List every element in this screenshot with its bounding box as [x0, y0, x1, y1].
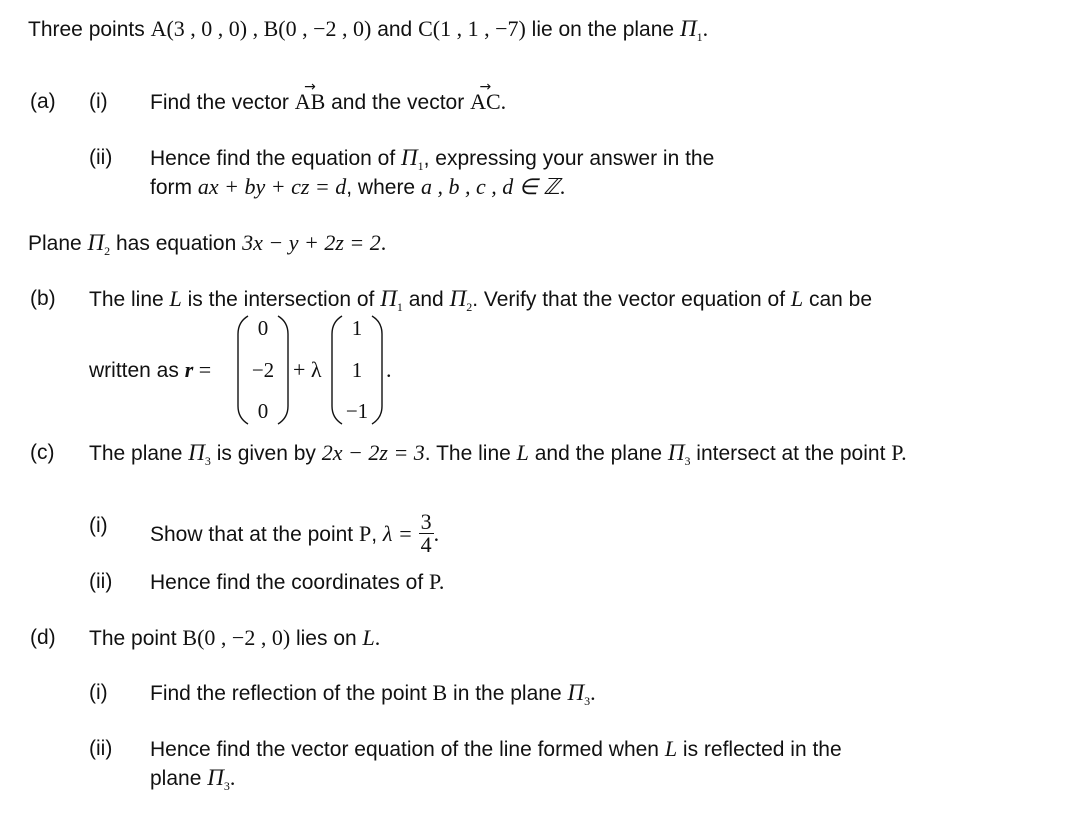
plane-subscript: 3 — [584, 694, 591, 708]
vector-entry: 1 — [351, 316, 363, 340]
plane-symbol: Π — [449, 286, 467, 311]
question-text: Hence find the vector equation of the line formed when — [150, 738, 665, 761]
right-paren — [370, 314, 384, 426]
period: . — [901, 440, 907, 465]
vector-a — [246, 316, 280, 424]
equals-sign: = — [193, 357, 212, 382]
period: . — [386, 357, 392, 382]
part-d-ii-text-1 — [150, 736, 842, 763]
plane-subscript: 1 — [417, 159, 424, 173]
plane-subscript: 3 — [684, 454, 691, 468]
plane-symbol: Π — [87, 230, 105, 255]
part-d-ii-text-2 — [150, 765, 235, 799]
plane3-equation: 2x − 2z = 3 — [321, 440, 425, 465]
plane2-line — [28, 230, 386, 264]
plus-lambda: + λ — [293, 357, 322, 382]
part-b-text — [89, 286, 872, 320]
vector-entry: −2 — [251, 357, 275, 382]
line-l: L — [362, 625, 375, 650]
period: . — [374, 625, 381, 650]
question-text: Hence find the coordinates of — [150, 571, 430, 594]
plane-subscript: 2 — [104, 244, 111, 258]
part-d-i-text — [150, 680, 596, 714]
period: . — [500, 89, 507, 114]
period: . — [702, 16, 709, 41]
plane2-equation: 3x − y + 2z = 2 — [242, 230, 381, 255]
part-c-ii-label: (ii) — [89, 570, 113, 593]
question-text: intersect at the point — [690, 442, 892, 465]
intro-line — [28, 16, 708, 50]
question-text: lies on — [290, 627, 363, 650]
part-a-label: (a) — [30, 90, 56, 113]
point-a: A(3 , 0 , 0) — [150, 16, 248, 41]
line-l: L — [664, 736, 678, 761]
part-c-text — [89, 440, 907, 474]
vector-b — [340, 316, 374, 424]
line-l: L — [790, 286, 804, 311]
part-d-label: (d) — [30, 626, 56, 649]
part-b-label: (b) — [30, 287, 56, 310]
lambda-equals: λ = — [382, 521, 413, 547]
part-c-label: (c) — [30, 441, 55, 464]
question-text: and the vector — [325, 91, 471, 114]
question-text: . Verify that the vector equation of — [472, 288, 791, 311]
fraction — [419, 511, 434, 556]
plane-symbol: Π — [380, 286, 397, 311]
plane-symbol: Π — [667, 440, 685, 465]
period: . — [229, 765, 236, 790]
part-d-text — [89, 625, 380, 652]
part-a-ii-text-2 — [150, 174, 565, 201]
question-text: Hence find the equation of — [150, 147, 402, 170]
vector-ac: → AC — [470, 89, 501, 115]
intro-text: and — [371, 18, 419, 41]
vector-entry: −1 — [345, 399, 369, 423]
part-c-i-label: (i) — [89, 514, 108, 537]
numerator: 3 — [420, 509, 432, 534]
question-text: , — [371, 523, 383, 547]
question-text: Find the vector — [150, 91, 295, 114]
question-text: can be — [803, 288, 873, 311]
right-paren — [276, 314, 290, 426]
plane-symbol: Π — [567, 680, 585, 705]
question-text: , where — [346, 176, 421, 199]
period: . — [380, 230, 387, 255]
point-c: C(1 , 1 , −7) — [418, 16, 526, 41]
question-text: and — [402, 288, 450, 311]
period: . — [438, 569, 445, 594]
vector-ab: → AB — [295, 89, 326, 115]
part-a-i-text — [150, 89, 506, 116]
statement-text: Plane — [28, 232, 88, 255]
part-c-i-text — [150, 509, 440, 558]
question-text: . The line — [424, 442, 517, 465]
position-vector-r: r — [184, 357, 194, 382]
question-text: in the plane — [447, 682, 568, 705]
period: . — [433, 521, 440, 547]
part-c-ii-text — [150, 569, 444, 596]
vector-entry: 1 — [351, 357, 363, 382]
point-p: P — [429, 569, 439, 594]
point-b: B(0 , −2 , 0) — [263, 16, 372, 41]
part-d-ii-label: (ii) — [89, 737, 113, 760]
point-b: B — [432, 680, 448, 705]
vector-entry: 0 — [257, 399, 269, 423]
question-text: , expressing your answer in the — [423, 147, 715, 170]
point-p: P — [891, 440, 902, 465]
part-b-written — [89, 357, 211, 384]
plane-subscript: 1 — [696, 30, 703, 44]
question-text: is the intersection of — [181, 288, 381, 311]
part-a-ii-label: (ii) — [89, 146, 113, 169]
part-a-i-label: (i) — [89, 90, 108, 113]
line-l: L — [516, 440, 529, 465]
plane-subscript: 1 — [396, 300, 403, 314]
question-text: is given by — [210, 442, 322, 465]
plane-form: ax + by + cz = d — [197, 174, 347, 199]
plane-subscript: 2 — [466, 300, 473, 314]
plane-symbol: Π — [188, 440, 205, 465]
question-text: The line — [89, 288, 170, 311]
separator: , — [247, 16, 264, 41]
plane-subscript: 3 — [204, 454, 211, 468]
question-text: The plane — [89, 442, 189, 465]
question-text: The point — [89, 627, 183, 650]
question-text: and the plane — [528, 442, 668, 465]
plane-symbol: Π — [401, 145, 418, 170]
part-d-i-label: (i) — [89, 681, 108, 704]
point-b: B(0 , −2 , 0) — [182, 625, 291, 650]
period: . — [590, 680, 596, 705]
intro-text: lie on the plane — [525, 18, 680, 41]
question-text: form — [150, 176, 198, 199]
question-text: Show that at the point — [150, 523, 359, 547]
plane-subscript: 3 — [223, 779, 230, 793]
question-text: is reflected in the — [677, 738, 842, 761]
question-text: plane — [150, 767, 208, 790]
denominator: 4 — [420, 532, 432, 557]
line-l: L — [169, 286, 182, 311]
question-text: Find the reflection of the point — [150, 682, 433, 705]
intro-text: Three points — [28, 18, 151, 41]
plane-symbol: Π — [207, 765, 224, 790]
vector-entry: 0 — [257, 316, 269, 340]
plane-symbol: Π — [679, 16, 697, 41]
point-p: P — [358, 521, 372, 547]
question-text: written as — [89, 359, 185, 382]
integer-vars: a , b , c , d ∈ ℤ — [420, 174, 560, 199]
period: . — [559, 174, 566, 199]
statement-text: has equation — [110, 232, 243, 255]
